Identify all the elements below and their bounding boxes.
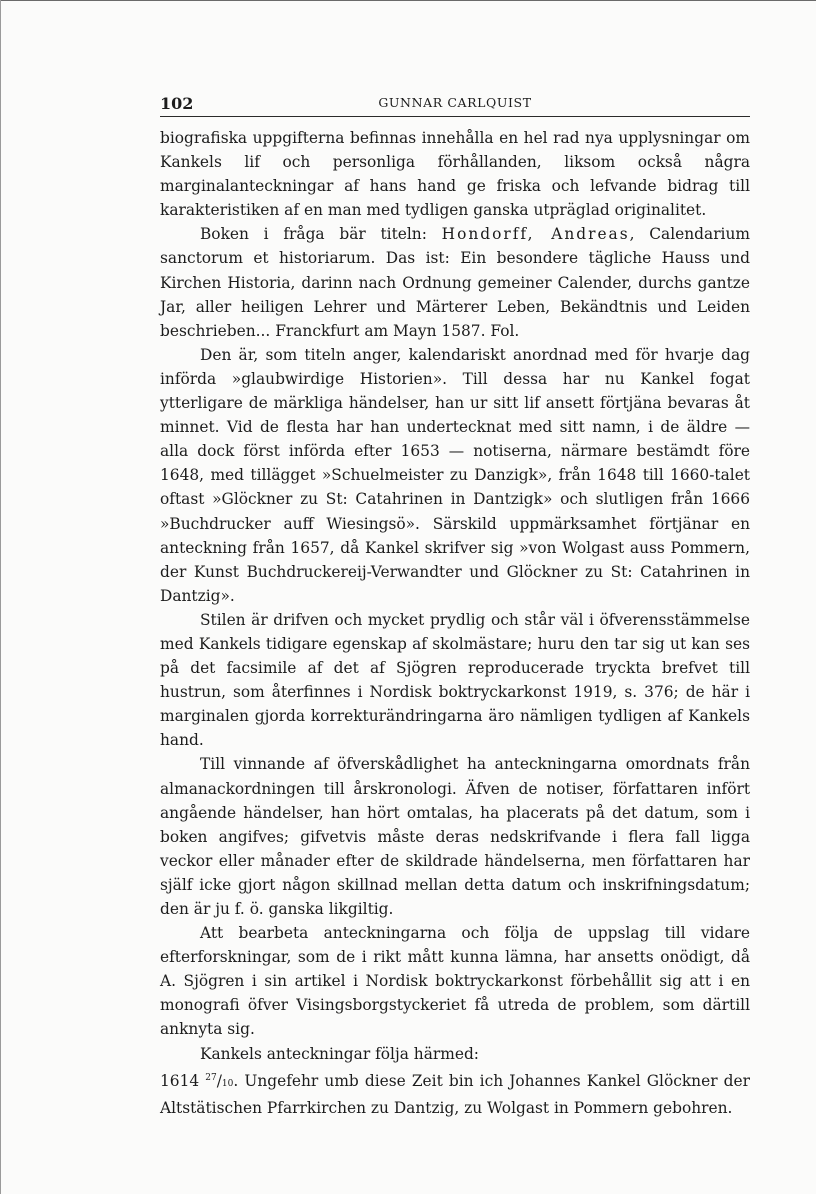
scan-border-top <box>0 0 816 1</box>
paragraph-chronology: Till vinnande af öfverskådlighet ha anteckningarna omordnats från almanackordningen till årskronologi. Äfven de notiser, författaren infört angående händelser, han hört omtalas, ha placerats på det datum, som i boken angifves; gifvetvis måste deras nedskrifvande i flera fall ligga veckor eller månader efter de skildrade händelserna, men författaren har själf icke gjort någon skillnad mellan detta datum och inskrifningsdatum; den är ju f. ö. ganska likgiltig. <box>160 755 750 918</box>
entry-text: . Ungefehr umb diese Zeit bin ich Johannes Kankel Glöckner der Altstätischen Pfarrkirchen zu Dantzig, zu Wolgast in Pommern gebohren. <box>160 1071 750 1117</box>
entry-month: 10 <box>221 1078 234 1089</box>
book-title-rest: , Calendarium sanctorum et historiarum. Das ist: Ein besondere tägliche Hauss und Kirchen Historia, darinn nach Ordnung gemeiner Calender, durchs gantze Jar, aller heiligen Lehrer und Märterer Leben, Bekändtnis und Leiden beschrieben... Franckfurt am Mayn 1587. Fol. <box>160 225 750 340</box>
running-head: GUNNAR CARLQUIST <box>378 95 532 110</box>
book-title-intro: Boken i fråga bär titeln: <box>200 225 442 244</box>
paragraph-calendar: Den är, som titeln anger, kalendariskt anordnad med för hvarje dag införda »glaubwirdige Historien». Till dessa har nu Kankel fogat ytterligare de märkliga händelser, han ur sitt lif ansett förtjäna bevaras åt minnet. Vid de flesta har han undertecknat med sitt namn, i de äldre — alla dock först införda efter 1653 — notiserna, närmare bestämdt före 1648, med tillägget »Schuelmeister zu Danzigk», från 1648 till 1660-talet oftast »Glöckner zu St: Catahrinen in Dantzigk» och slutligen från 1666 »Buchdrucker auff Wiesingsö». Särskild uppmärksamhet förtjänar en anteckning från 1657, då Kankel skrifver sig »von Wolgast auss Pommern, der Kunst Buchdruckereij-Verwandter und Glöckner zu St: Catahrinen in Dantzig». <box>160 345 750 605</box>
entry-day: 27 <box>205 1072 217 1083</box>
scan-border-left <box>0 0 1 1194</box>
page-header <box>160 94 750 116</box>
body-text <box>160 126 750 1120</box>
paragraph-intro-notes: Kankels anteckningar följa härmed: <box>200 1044 479 1063</box>
page-number: 102 <box>160 94 194 113</box>
paragraph-book-title <box>160 222 750 342</box>
header-rule <box>160 116 750 117</box>
entry-year: 1614 <box>160 1071 200 1090</box>
entry-1614: 1614 $^{27}$/10. Ungefehr umb diese Zeit bin ich Johannes Kankel Glöckner der Altstätischen Pfarrkirchen zu Dantzig, zu Wolgast in Pommern gebohren. <box>160 1071 750 1117</box>
paragraph-continuation: biografiska uppgifterna befinnas innehålla en hel rad nya upplysningar om Kankels lif och personliga förhållanden, liksom också några marginalanteckningar af hans hand ge friska och lefvande bidrag till karakteristiken af en man med tydligen ganska utpräglad originalitet. <box>160 129 750 220</box>
book-author: Hondorff, Andreas <box>441 225 630 244</box>
paragraph-research: Att bearbeta anteckningarna och följa de uppslag till vidare efterforskningar, som de i rikt mått kunna lämna, har ansetts onödigt, då A. Sjögren i sin artikel i Nordisk boktryckarkonst förbehållit sig att i en monografi öfver Visingsborgstyckeriet få utreda de problem, som därtill anknyta sig. <box>160 924 750 1039</box>
paragraph-style: Stilen är drifven och mycket prydlig och står väl i öfverensstämmelse med Kankels tidigare egenskap af skolmästare; huru den tar sig ut kan ses på det facsimile af det af Sjögren reproducerade tryckta brefvet till hustrun, som återfinnes i Nordisk boktryckarkonst 1919, s. 376; de här i marginalen gjorda korrekturändringarna äro nämligen tydligen af Kankels hand. <box>160 610 750 750</box>
